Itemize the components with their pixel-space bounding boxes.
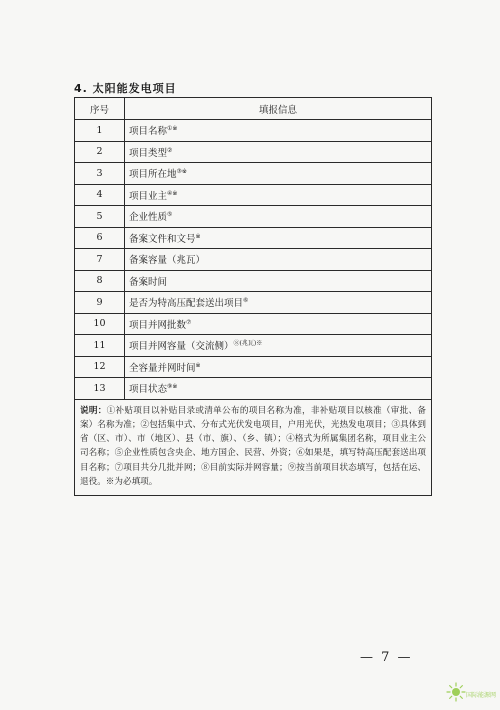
row-number: 10 [75,313,125,335]
row-label: 备案容量（兆瓦） [129,255,206,267]
row-info [125,356,432,378]
row-number: 5 [75,206,125,228]
row-number: 8 [75,270,125,292]
row-label: 备案文件和文号 [129,233,196,245]
sun-ray [450,696,452,698]
table-row [75,141,432,163]
row-label: 是否为特高压配套送出项目 [129,298,244,310]
row-number: 1 [75,120,125,142]
row-footnote-mark: ※ [195,232,201,240]
row-number: 4 [75,184,125,206]
row-number: 9 [75,292,125,314]
row-info [125,313,432,335]
row-info [125,206,432,228]
table-row [75,227,432,249]
row-footnote-mark: ⑧(兆瓦)※ [233,340,263,348]
table-row [75,356,432,378]
row-footnote-mark: ※ [195,361,201,369]
section-title: 4. 太阳能发电项目 [74,82,177,95]
row-label: 项目所在地 [129,169,177,181]
info-table [74,97,432,496]
notes-text: ①补贴项目以补贴目录或清单公布的项目名称为准，非补贴项目以核准（审批、备案）名称为准；②包括集中式、分布式光伏发电项目，户用光伏，光热发电项目；③具体到省（区、市）、市（地区）、县（市、旗）、（乡、镇）；④格式为所属集团名称，项目业主公司名称；⑤企业性质包含央企、地方国企、民营、外资；⑥如果是，填写特高压配套送出项目名称；⑦项目共分几批并网；⑧目前实际并网容量；⑨按当前项目状态填写，包括在运、退役。※为必填项。 [80,405,426,487]
row-label: 项目状态 [129,384,168,396]
row-footnote-mark: ③※ [176,168,187,176]
row-info [125,120,432,142]
row-number: 13 [75,378,125,400]
sun-logo-icon [446,670,500,706]
row-info [125,227,432,249]
table-row [75,270,432,292]
watermark-logo [446,670,500,706]
table-row [75,206,432,228]
row-info [125,249,432,271]
notes-row [75,399,432,496]
row-label: 项目类型 [129,147,168,159]
row-info [125,378,432,400]
row-number: 6 [75,227,125,249]
row-footnote-mark: ④※ [167,189,178,197]
row-footnote-mark: ⑨※ [167,383,178,391]
row-number: 2 [75,141,125,163]
row-footnote-mark: ⑦ [186,318,192,326]
header-info: 填报信息 [125,98,432,120]
watermark-text: 国际能源网 [466,692,497,699]
table-row [75,378,432,400]
row-number: 3 [75,163,125,185]
table-header-row [75,98,432,120]
row-footnote-mark: ⑥ [243,297,249,305]
row-number: 11 [75,335,125,357]
row-label: 项目并网容量（交流侧） [129,341,234,353]
row-info [125,270,432,292]
row-footnote-mark: ①※ [167,125,178,133]
row-label: 全容量并网时间 [129,362,196,374]
row-label: 备案时间 [129,276,168,288]
page-number: — 7 — [360,650,413,665]
notes-label: 说明： [80,405,107,416]
row-info [125,292,432,314]
sun-ray [460,686,462,688]
table-row [75,249,432,271]
row-info [125,141,432,163]
sun-ray [460,696,462,698]
row-info [125,335,432,357]
row-label: 项目名称 [129,126,168,138]
sun-ray [450,686,452,688]
row-footnote-mark: ⑤ [167,211,173,219]
table-row [75,184,432,206]
notes-cell [75,399,432,496]
row-label: 项目业主 [129,190,168,202]
row-footnote-mark: ② [167,146,173,154]
table-row [75,120,432,142]
table-row [75,313,432,335]
row-info [125,163,432,185]
table-row [75,335,432,357]
row-info [125,184,432,206]
table-row [75,163,432,185]
row-number: 7 [75,249,125,271]
row-label: 企业性质 [129,212,168,224]
header-num: 序号 [75,98,125,120]
table-row [75,292,432,314]
row-label: 项目并网批数 [129,319,187,331]
row-number: 12 [75,356,125,378]
